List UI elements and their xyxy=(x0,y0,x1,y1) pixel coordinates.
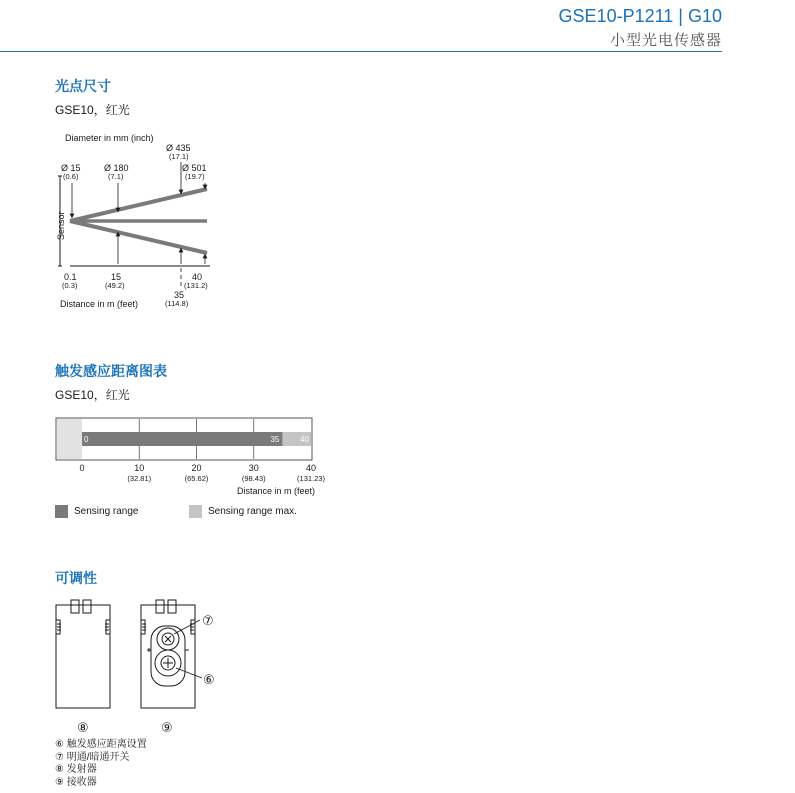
tick-label-ft: (65.62) xyxy=(184,474,209,483)
document-title: GSE10-P1211 | G10 xyxy=(558,6,722,26)
tick-label-m: 10 xyxy=(134,463,145,473)
sensing-range-chart xyxy=(50,412,340,504)
diameter-inch-435: (17.1) xyxy=(169,152,189,161)
tick-label-m: 20 xyxy=(191,463,202,473)
distance-feet-0-1: (0.3) xyxy=(62,281,78,290)
legend-swatch-range-max xyxy=(189,505,202,518)
header-divider xyxy=(0,51,722,52)
section-title-adjustability: 可调性 xyxy=(55,570,97,586)
bar-sensing-range xyxy=(82,432,282,446)
section-title-sensing-range: 触发感应距离图表 xyxy=(55,363,167,379)
legend-sensing-range-max xyxy=(189,505,297,518)
legend-sensing-range xyxy=(55,505,139,518)
callout-6: ⑥ xyxy=(203,672,215,687)
spot-size-diagram xyxy=(50,128,240,318)
distance-label-35: 35 xyxy=(174,290,185,300)
bar-max-label: 40 xyxy=(300,435,309,444)
distance-feet-35: (114.8) xyxy=(165,299,189,308)
receiver-drawing xyxy=(141,600,195,708)
document-subtitle: 小型光电传感器 xyxy=(609,32,722,49)
bar-end-label: 35 xyxy=(270,435,280,444)
note-8: ⑧ 发射器 xyxy=(55,764,97,775)
diameter-label-501: Ø 501 xyxy=(182,163,207,173)
note-9: ⑨ 接收器 xyxy=(55,776,97,788)
diameter-inch-180: (7.1) xyxy=(108,172,124,181)
label-receiver: ⑨ xyxy=(161,720,173,735)
distance-feet-15: (49.2) xyxy=(105,281,125,290)
sensor-zone xyxy=(57,419,82,459)
legend-label-range: Sensing range xyxy=(74,506,139,517)
section-subtitle-sensing-range: GSE10，红光 xyxy=(55,388,130,402)
distance-feet-40: (131.2) xyxy=(184,281,208,290)
tick-label-m: 40 xyxy=(305,463,317,473)
legend-label-range-max: Sensing range max. xyxy=(208,506,297,517)
adjustability-drawings xyxy=(50,598,230,740)
note-7: ⑦ 明通/暗通开关 xyxy=(55,751,130,763)
diameter-axis-label: Diameter in mm (inch) xyxy=(65,133,154,143)
distance-label-0-1: 0.1 xyxy=(64,272,77,282)
section-title-spot-size: 光点尺寸 xyxy=(55,78,111,94)
tick-label-ft: (98.43) xyxy=(241,474,266,483)
diameter-inch-501: (19.7) xyxy=(185,172,205,181)
beam-upper-edge xyxy=(70,189,207,221)
section-subtitle-spot-size: GSE10，红光 xyxy=(55,103,130,117)
callout-7: ⑦ xyxy=(202,613,214,628)
tick-labels xyxy=(79,463,325,483)
diameter-label-15: Ø 15 xyxy=(61,163,81,173)
diameter-label-180: Ø 180 xyxy=(104,163,129,173)
diameter-label-435: Ø 435 xyxy=(166,143,191,153)
legend-swatch-range xyxy=(55,505,68,518)
emitter-drawing xyxy=(56,600,110,708)
tick-label-m: 0 xyxy=(79,463,85,473)
distance-axis-label: Distance in m (feet) xyxy=(60,299,139,309)
beam-lower-edge xyxy=(70,221,207,253)
sensor-label: Sensor xyxy=(56,211,66,240)
callout-line-7 xyxy=(174,620,200,634)
legend-notes xyxy=(55,739,147,789)
note-6: ⑥ 触发感应距离设置 xyxy=(55,739,147,750)
bar-start-label: 0 xyxy=(84,435,89,444)
tick-label-m: 30 xyxy=(248,463,259,473)
diameter-inch-15: (0.6) xyxy=(63,172,79,181)
distance-label-40: 40 xyxy=(192,272,203,282)
distance-label-15: 15 xyxy=(111,272,122,282)
range-axis-label: Distance in m (feet) xyxy=(237,486,316,496)
tick-label-ft: (32.81) xyxy=(127,474,152,483)
callout-line-6 xyxy=(176,668,202,678)
label-emitter: ⑧ xyxy=(77,720,89,735)
tick-label-ft: (131.23) xyxy=(297,474,325,483)
